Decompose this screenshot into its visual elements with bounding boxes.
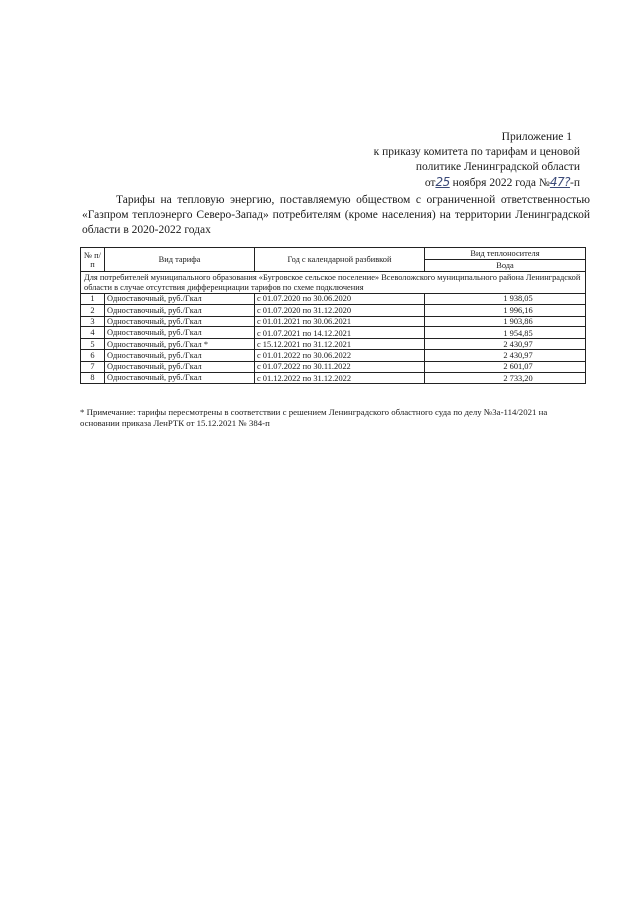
row-value: 2 733,20	[425, 372, 586, 384]
group-label: Для потребителей муниципального образования «Бугровское сельское поселение» Всеволожского муниципального района Ленинградской области в случае отсутствия дифференциации тарифов по схеме подключения	[81, 272, 586, 294]
row-value: 1 954,85	[425, 327, 586, 339]
footnote: * Примечание: тарифы пересмотрены в соответствии с решением Ленинградского областного суда по делу №3а-114/2021 на основании приказа ЛенРТК от 15.12.2021 № 384-п	[80, 407, 548, 428]
handwritten-order-number: 47?	[549, 175, 571, 189]
tariff-table	[80, 247, 586, 384]
row-num: 1	[81, 294, 105, 305]
row-period: с 01.01.2021 по 30.06.2021	[255, 316, 425, 327]
appendix-title: Приложение 1	[501, 131, 572, 143]
appendix-date-line	[350, 175, 580, 191]
row-num: 4	[81, 327, 105, 339]
date-prefix: от	[424, 177, 436, 189]
table-row	[81, 372, 586, 384]
document-heading: Тарифы на тепловую энергию, поставляемую обществом с ограниченной ответственностью «Газпром теплоэнерго Северо-Запад» потребителям (кроме населения) на территории Ленинградской области в 2020-2022 годах	[82, 194, 590, 236]
table-row	[81, 304, 586, 316]
date-middle: ноября 2022 года №	[449, 177, 550, 189]
row-period: с 01.07.2020 по 31.12.2020	[255, 304, 425, 316]
row-value: 1 996,16	[425, 304, 586, 316]
appendix-order-line: к приказу комитета по тарифам и ценовой	[373, 146, 580, 158]
header-carrier: Вид теплоносителя	[425, 248, 586, 260]
row-type: Одноставочный, руб./Гкал	[105, 349, 255, 361]
header-period: Год с календарной разбивкой	[255, 248, 425, 272]
row-type: Одноставочный, руб./Гкал *	[105, 339, 255, 350]
table-row	[81, 327, 586, 339]
table-row	[81, 294, 586, 305]
handwritten-day: 25	[435, 175, 450, 189]
row-type: Одноставочный, руб./Гкал	[105, 327, 255, 339]
row-period: с 01.07.2021 по 14.12.2021	[255, 327, 425, 339]
row-period: с 01.01.2022 по 30.06.2022	[255, 349, 425, 361]
row-value: 2 430,97	[425, 349, 586, 361]
row-type: Одноставочный, руб./Гкал	[105, 316, 255, 327]
header-num: № п/п	[81, 248, 105, 272]
row-num: 2	[81, 304, 105, 316]
row-value: 1 903,86	[425, 316, 586, 327]
appendix-header	[350, 130, 580, 191]
header-type: Вид тарифа	[105, 248, 255, 272]
row-type: Одноставочный, руб./Гкал	[105, 361, 255, 372]
row-value: 2 601,07	[425, 361, 586, 372]
table-row	[81, 316, 586, 327]
row-num: 6	[81, 349, 105, 361]
row-value: 2 430,97	[425, 339, 586, 350]
row-num: 5	[81, 339, 105, 350]
row-period: с 15.12.2021 по 31.12.2021	[255, 339, 425, 350]
table-row	[81, 361, 586, 372]
table-row	[81, 349, 586, 361]
row-type: Одноставочный, руб./Гкал	[105, 294, 255, 305]
row-period: с 01.07.2020 по 30.06.2020	[255, 294, 425, 305]
table-row	[81, 339, 586, 350]
date-suffix: -п	[570, 177, 580, 189]
row-num: 7	[81, 361, 105, 372]
row-num: 3	[81, 316, 105, 327]
row-value: 1 938,05	[425, 294, 586, 305]
appendix-committee-line: политике Ленинградской области	[415, 161, 580, 173]
row-period: с 01.07.2022 по 30.11.2022	[255, 361, 425, 372]
row-type: Одноставочный, руб./Гкал	[105, 372, 255, 384]
row-num: 8	[81, 372, 105, 384]
row-period: с 01.12.2022 по 31.12.2022	[255, 372, 425, 384]
row-type: Одноставочный, руб./Гкал	[105, 304, 255, 316]
header-carrier-water: Вода	[425, 260, 586, 272]
